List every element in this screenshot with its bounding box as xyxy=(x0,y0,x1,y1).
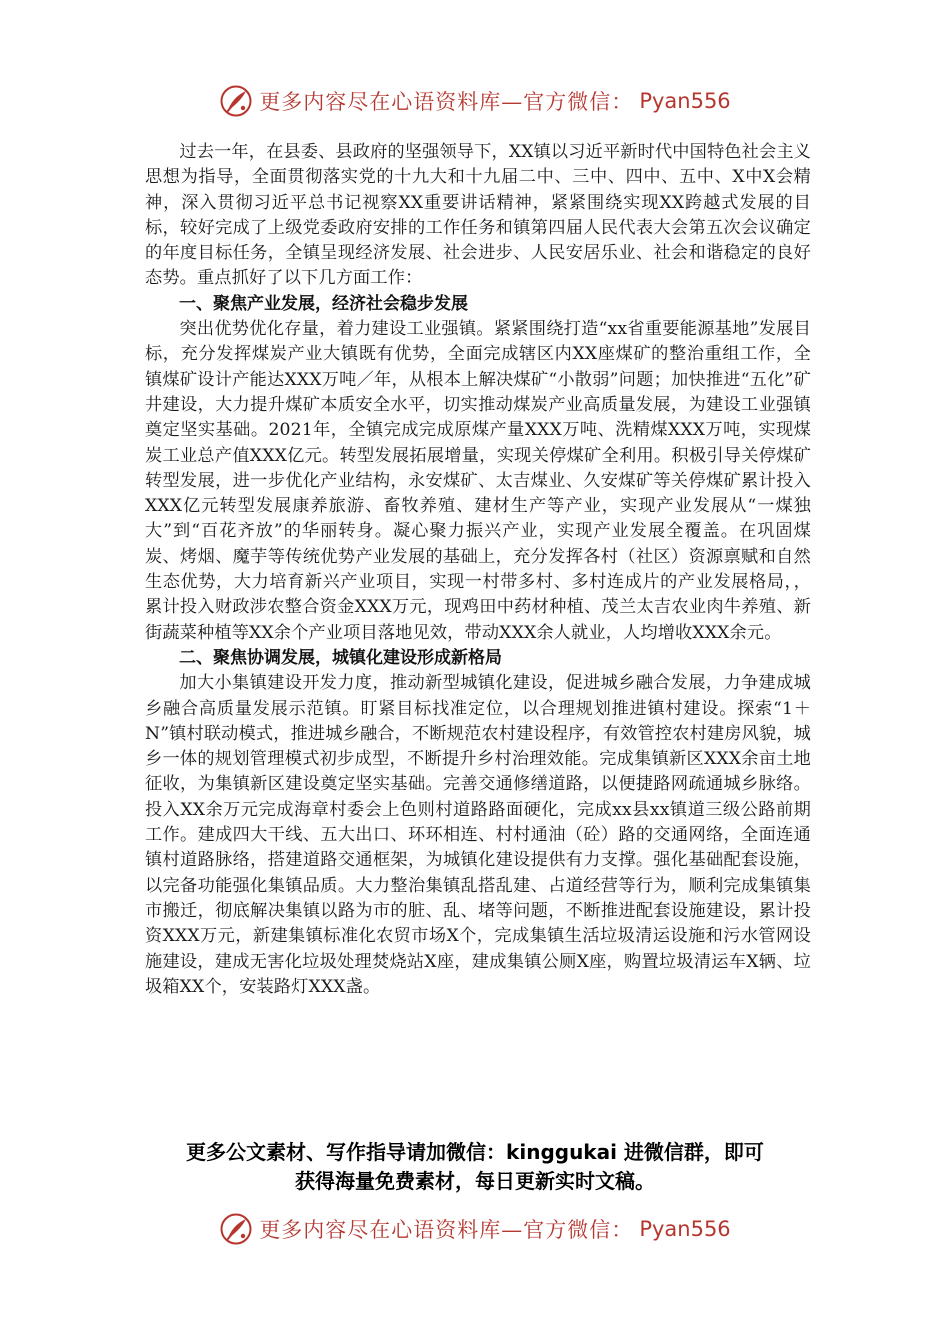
watermark-wechat-id: Pyan556 xyxy=(639,89,731,113)
section-1-heading: 一、聚焦产业发展，经济社会稳步发展 xyxy=(179,293,468,314)
document-body xyxy=(145,140,811,1000)
section-1-paragraph: 突出优势优化存量，着力建设工业强镇。紧紧围绕打造“xx省重要能源基地”发展目标，充分发挥煤炭产业大镇既有优势，全面完成辖区内XX座煤矿的整治重组工作，全镇煤矿设计产能达XXX万吨／年，从根本上解决煤矿“小散弱”问题；加快推进“五化”矿井建设，大力提升煤矿本质安全水平，切实推动煤炭产业高质量发展，为建设工业强镇奠定坚实基础。2021年，全镇完成完成原煤产量XXX万吨、洗精煤XXX万吨，实现煤炭工业总产值XXX亿元。转型发展拓展增量，实现关停煤矿全利用。积极引导关停煤矿转型发展，进一步优化产业结构，永安煤矿、太吉煤业、久安煤矿等关停煤矿累计投入XXX亿元转型发展康养旅游、畜牧养殖、建材生产等产业，实现产业发展从“一煤独大”到“百花齐放”的华丽转身。凝心聚力振兴产业，实现产业发展全覆盖。在巩固煤炭、烤烟、魔芋等传统优势产业发展的基础上，充分发挥各村（社区）资源禀赋和自然生态优势，大力培育新兴产业项目，实现一村带多村、多村连成片的产业发展格局，，累计投入财政涉农整合资金XXX万元，现鸡田中药材种植、茂兰太吉农业肉牛养殖、新街蔬菜种植等XX余个产业项目落地见效，带动XXX余人就业，人均增收XXX余元。 xyxy=(145,319,811,643)
header-watermark xyxy=(0,84,950,118)
watermark-wechat-id: Pyan556 xyxy=(639,1217,731,1241)
footer-watermark xyxy=(0,1212,950,1246)
intro-paragraph: 过去一年，在县委、县政府的坚强领导下，XX镇以习近平新时代中国特色社会主义思想为指导，全面贯彻落实党的十九大和十九届二中、三中、四中、五中、X中X会精神，深入贯彻习近平总书记视察XX重要讲话精神，紧紧围绕实现XX跨越式发展的目标，较好完成了上级党委政府安排的工作任务和镇第四届人民代表大会第五次会议确定的年度目标任务，全镇呈现经济发展、社会进步、人民安居乐业、社会和谐稳定的良好态势。重点抓好了以下几方面工作： xyxy=(145,142,811,289)
promo-notice xyxy=(0,1138,950,1196)
promo-line-2: 获得海量免费素材，每日更新实时文稿。 xyxy=(295,1169,655,1193)
promo-line-1: 更多公文素材、写作指导请加微信：kinggukai 进微信群，即可 xyxy=(186,1140,764,1164)
section-2-heading: 二、聚焦协调发展，城镇化建设形成新格局 xyxy=(179,647,502,668)
quill-logo-icon xyxy=(219,84,253,118)
quill-logo-icon xyxy=(219,1212,253,1246)
section-2-paragraph: 加大小集镇建设开发力度，推动新型城镇化建设，促进城乡融合发展，力争建成城乡融合高质量发展示范镇。盯紧目标找准定位，以合理规划推进镇村建设。探索“1＋N”镇村联动模式，推进城乡融合，不断规范农村建设程序，有效管控农村建房风貌，城乡一体的规划管理模式初步成型，不断提升乡村治理效能。完成集镇新区XXX余亩土地征收，为集镇新区建设奠定坚实基础。完善交通修缮道路，以便捷路网疏通城乡脉络。投入XX余万元完成海章村委会上色则村道路路面硬化，完成xx县xx镇道三级公路前期工作。建成四大干线、五大出口、环环相连、村村通油（砼）路的交通网络，全面连通镇村道路脉络，搭建道路交通框架，为城镇化建设提供有力支撑。强化基础配套设施，以完备功能强化集镇品质。大力整治集镇乱搭乱建、占道经营等行为，顺利完成集镇集市搬迁，彻底解决集镇以路为市的脏、乱、堵等问题，不断推进配套设施建设，累计投资XXX万元，新建集镇标准化农贸市场X个，完成集镇生活垃圾清运设施和污水管网设施建设，建成无害化垃圾处理焚烧站X座，建成集镇公厕X座，购置垃圾清运车X辆、垃圾箱XX个，安装路灯XXX盏。 xyxy=(145,673,811,997)
watermark-text: 更多内容尽在心语资料库—官方微信： xyxy=(259,90,634,114)
watermark-text: 更多内容尽在心语资料库—官方微信： xyxy=(259,1218,634,1242)
